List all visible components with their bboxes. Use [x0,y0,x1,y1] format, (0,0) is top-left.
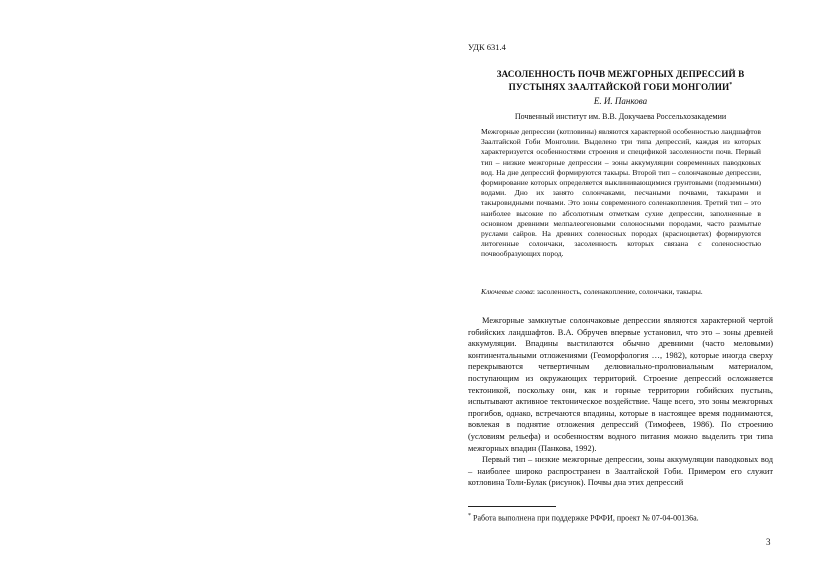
title-line-2 [468,80,773,93]
keywords-label: Ключевые слова [481,287,533,296]
title-footnote-mark: * [729,82,733,88]
keywords-text: : засоленность, соленакопление, солончаки, такыры. [532,287,703,296]
title-line-1: ЗАСОЛЕННОСТЬ ПОЧВ МЕЖГОРНЫХ ДЕПРЕССИЙ В [496,69,745,79]
body-paragraph-2: Первый тип – низкие межгорные депрессии, зоны аккумуляции паводковых вод – наиболее широко распространен в Заалтайской Гоби. Примером его служит котловина Толи-Булак (рисунок). Почвы дна этих депрессий [468,455,773,488]
abstract: Межгорные депрессии (котловины) являются характерной особенностью ландшафтов Заалтайской Гоби Монголии. Выделено три типа депрессий, каждая из которых характеризуется особенностями строения и спецификой засоленности почв. Первый тип – низкие межгорные депрессии – зоны аккумуляции современных паводковых вод. На дне депрессий формируются такыры. Второй тип – солончаковые депрессии, формирование которых определяется выклинивающимися грунтовыми (подземными) водами. Дно их занято солончаками, песчаными почвами, такырами и такыровидными почвами. Это зоны современного соленакопления. Третий тип – это наиболее высокие по абсолютным отметкам сухие депрессии, заполненные в основном древними мелпалеогеновыми солоносными породами, часто размытые руслами сайров. На древних соленосных породах (красноцветах) формируются литогенные солончаки, засоленность которых связана с соленосностью почвообразующих пород. [481,127,761,259]
article-title [468,69,773,93]
footnote [468,513,773,523]
udk-code: УДК 631.4 [468,42,506,52]
title-line-2-text: ПУСТЫНЯХ ЗААЛТАЙСКОЙ ГОБИ МОНГОЛИИ [508,82,730,93]
article-body [468,315,773,489]
footnote-mark: * [468,513,471,519]
footnote-divider [468,506,556,507]
body-paragraph-1: Межгорные замкнутые солончаковые депрессии являются характерной чертой гобийских ландшафтов. В.А. Обручев впервые установил, что это – зоны древней аккумуляции. Впадины выстилаются обычно древними (часто меловыми) континентальными отложениями (Геоморфология …, 1982), которые иногда сверху перекрываются четвертичным делювиально-пролювиальным материалом, поступающим из окружающих территорий. Строение депрессий осложняется тектоникой, поскольку они, как и горные территории гобийских пустынь, испытывают активное тектоническое воздействие. Чаще всего, это зоны межгорных прогибов, однако, встречаются впадины, которые в настоящее время поднимаются, вовлекая в поднятие отложения депрессий (Тимофеев, 1986). По строению (условиям рельефа) и особенностям водного питания можно выделить три типа межгорных впадин (Панкова, 1992). [468,316,773,453]
keywords [481,287,761,296]
institution: Почвенный институт им. В.В. Докучаева Россельхозакадемии [514,112,727,121]
author-name: Е. И. Панкова [593,96,648,106]
footnote-text: Работа выполнена при поддержке РФФИ, проект № 07-04-00136а. [471,513,699,523]
page-number: 3 [766,537,771,547]
